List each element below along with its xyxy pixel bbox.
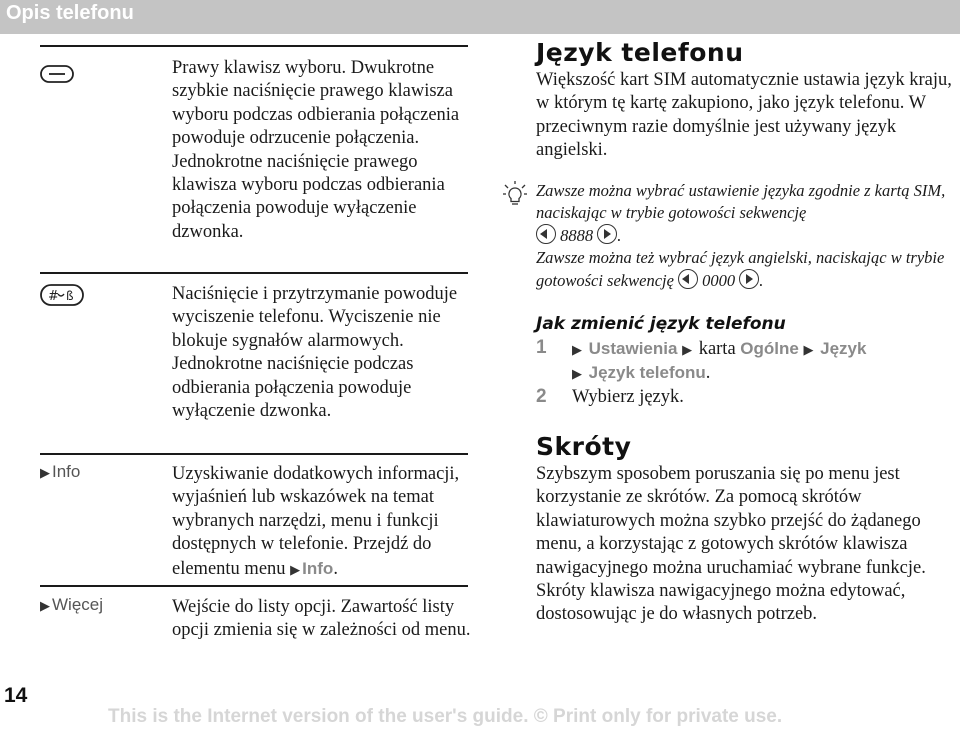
more-key-label: ▶ Więcej [40,595,104,614]
step-number: 1 [536,337,547,358]
shortcuts-section [536,432,960,627]
row-text: Uzyskiwanie dodatkowych informacji, wyjaśnień lub wskazówek na temat wybranych narzędzi, menu i funkcji dostępnych w telefonie. Przejdź do elementu menu [172,464,460,579]
navigation-key-right-icon [739,269,759,289]
triangle-right-icon: ▶ [290,561,301,577]
navigation-key-left-icon [678,269,698,289]
language-body: Większość kart SIM automatycznie ustawia język kraju, w którym tę kartę zakupiono, jako język telefonu. W przeciwnym razie domyślnie jest używany język angielski. [536,70,952,161]
howto-heading: Jak zmienić język telefonu [536,314,786,334]
row-text: Wejście do listy opcji. Zawartość listy opcji zmienia się w zależności od menu. [172,597,471,641]
step-2: Wybierz język. [572,387,684,407]
triangle-right-icon: ▶ [572,342,582,357]
divider [40,272,468,274]
navigation-key-left-icon [536,224,556,244]
tip-line-2: Zawsze można też wybrać język angielski, naciskając w trybie gotowości sekwencję [536,248,945,290]
svg-text:ß: ß [66,289,74,303]
tip-line-1: Zawsze można wybrać ustawienie języka zgodnie z kartą SIM, naciskając w trybie gotowości sekwencję [536,181,946,222]
divider [40,45,468,47]
divider [40,585,468,587]
row-text: Prawy klawisz wyboru. Dwukrotne szybkie naciśnięcie prawego klawisza wyboru podczas odbierania połączenia powoduje odrzucenie połączenia. Jednokrotne naciśnięcie prawego klawisza wyboru podczas odbierania połączenia powoduje wyłączenie dzwonka. [172,58,460,242]
hash-key-description [172,283,472,423]
triangle-right-icon: ▶ [40,598,50,613]
footer-notice: This is the Internet version of the user's guide. © Print only for private use. [108,706,783,727]
divider [40,453,468,455]
triangle-right-icon: ▶ [572,366,582,382]
right-selection-key-icon [40,64,74,84]
section-header [0,0,960,34]
triangle-right-icon: ▶ [40,465,50,480]
step-1: ▶ Ustawienia ▶ karta Ogólne ▶ Język ▶ Język telefonu. [572,339,867,384]
lightbulb-icon [502,180,528,212]
page-number: 14 [4,684,28,707]
step-number: 2 [536,386,547,407]
triangle-right-icon: ▶ [803,342,814,357]
step-text: karta [698,339,736,359]
tip-code-2: 0000 [702,271,736,290]
shortcuts-body: Szybszym sposobem poruszania się po menu jest korzystanie ze skrótów. Za pomocą skrótów klawiaturowych można szybko przejść do żądanego menu, a korzystając z gotowych skrótów klawisza nawigacyjnego można uruchamiać wybrane funkcje. Skróty klawisza nawigacyjnego można edytować, dostosowując je do własnych potrzeb. [536,464,926,625]
tip-box: Zawsze można wybrać ustawienie języka zgodnie z kartą SIM, naciskając w trybie gotowości sekwencję 8888 . Zawsze można też wybrać język angielski, naciskając w trybie gotowości sekwencję 0000 . [536,181,946,290]
triangle-right-icon: ▶ [682,342,693,357]
language-section [536,38,956,163]
svg-text:#: # [48,289,59,304]
menu-item-phone-language: Język telefonu [588,363,706,383]
menu-item-settings: Ustawienia [588,339,678,358]
menu-item-general: Ogólne [740,339,799,358]
shortcuts-heading: Skróty [536,432,632,461]
navigation-key-right-icon [597,224,617,244]
tip-code-1: 8888 [560,226,594,245]
more-key-description [172,596,472,643]
row-text: Naciśnięcie i przytrzymanie powoduje wyciszenie telefonu. Wyciszenie nie blokuje sygnałów alarmowych. Jednokrotne naciśnięcie podczas odbierania połączenia powoduje wyłączenie dzwonka. [172,284,458,422]
right-selection-key-description [172,57,472,244]
hash-silent-key-icon [40,284,84,306]
language-heading: Język telefonu [536,38,744,67]
info-key-label: ▶ Info [40,462,81,481]
info-key-description: Uzyskiwanie dodatkowych informacji, wyjaśnień lub wskazówek na temat wybranych narzędzi, menu i funkcji dostępnych w telefonie. Przejdź do elementu menu ▶ Info. [172,464,460,579]
menu-item-info: Info [302,558,334,578]
section-title: Opis telefonu [6,2,134,24]
menu-item-language: Język [820,339,867,358]
